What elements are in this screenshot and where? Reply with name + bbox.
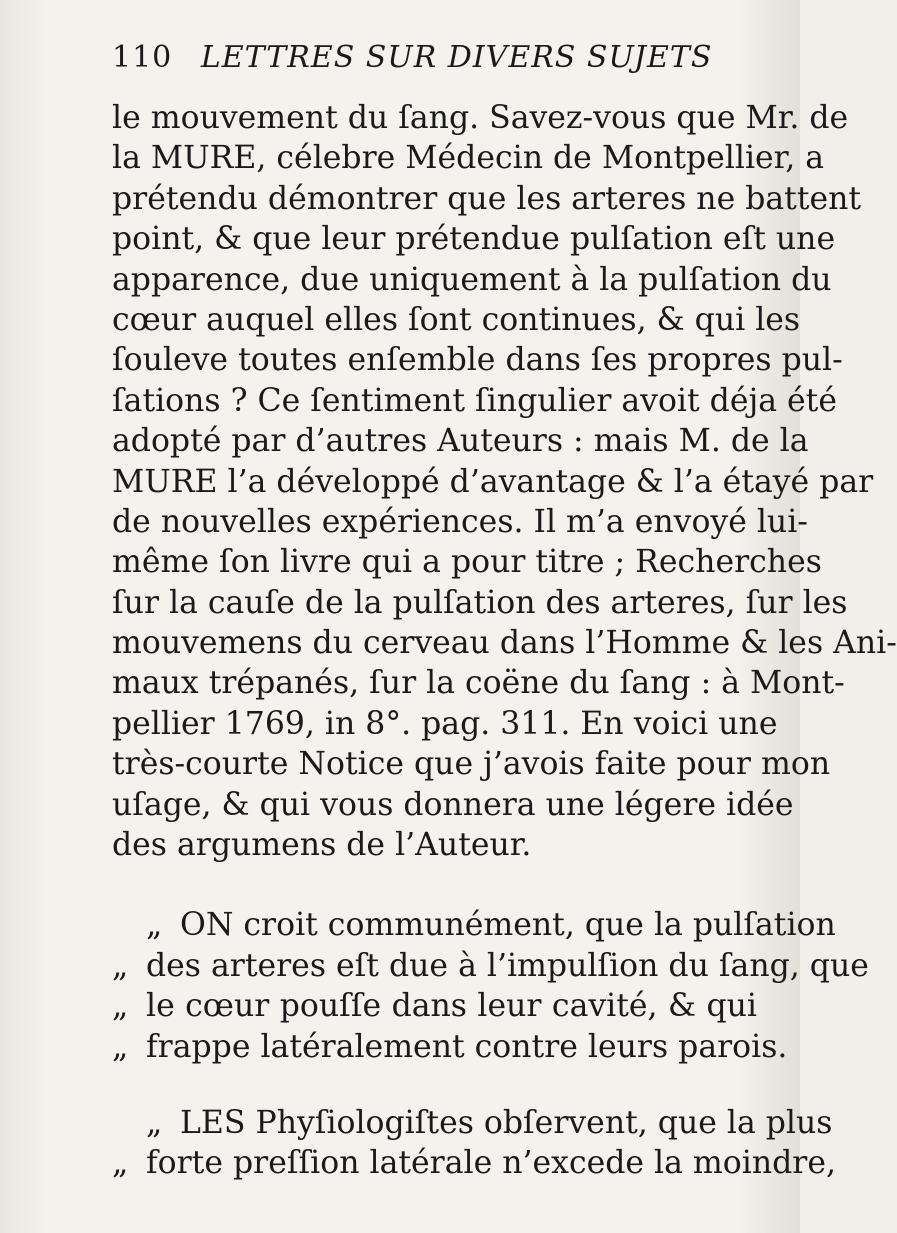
quote-text: ON croit communément, que la pulſation [180, 907, 836, 944]
quote-text: LES Phyſiologiſtes obſervent, que la plus [180, 1104, 833, 1141]
text-line: très-courte Notice que j’avois faite pour mon [112, 746, 831, 783]
quote-paragraph-1 [112, 905, 869, 1067]
text-line: prétendu démontrer que les arteres ne battent [112, 180, 862, 217]
quote-line [112, 946, 869, 986]
quote-text: forte preſſion latérale n’excede la moindre, [146, 1145, 836, 1182]
quote-mark: „ [146, 907, 163, 944]
text-line: cœur auquel elles ſont continues, & qui les [112, 301, 801, 338]
page-body [112, 98, 897, 1184]
quote-line [112, 1027, 788, 1067]
quote-line [112, 1103, 833, 1143]
text-line: mouvemens du cerveau dans l’Homme & les Ani- [112, 625, 897, 662]
paragraph-gap [112, 865, 757, 907]
quote-paragraph-2 [112, 1103, 836, 1184]
quote-mark: „ [146, 1104, 163, 1141]
text-line: des argumens de l’Auteur. [112, 827, 532, 864]
text-line: même ſon livre qui a pour titre ; Recherches [112, 544, 822, 581]
paragraph-main [112, 98, 897, 865]
quote-text: frappe latéralement contre leurs parois. [146, 1028, 788, 1065]
page-header [112, 40, 713, 75]
quote-line [112, 905, 836, 945]
quote-mark: „ [112, 947, 129, 984]
text-line: MURE l’a développé d’avantage & l’a étayé par [112, 463, 874, 500]
text-line: adopté par d’autres Auteurs : mais M. de la [112, 423, 809, 460]
quote-text: le cœur pouſſe dans leur cavité, & qui [146, 988, 757, 1025]
text-line: pellier 1769, in 8°. pag. 311. En voici une [112, 705, 778, 742]
quote-mark: „ [112, 988, 129, 1025]
text-line: de nouvelles expériences. Il m’a envoyé lui- [112, 503, 808, 540]
text-line: ſouleve toutes enſemble dans ſes propres pul- [112, 342, 843, 379]
text-line: ſur la cauſe de la pulſation des arteres, ſur les [112, 584, 848, 621]
quote-mark: „ [112, 1028, 129, 1065]
text-line: le mouvement du ſang. Savez-vous que Mr. de [112, 100, 849, 136]
text-line: maux trépanés, ſur la coëne du ſang : à Mont- [112, 665, 845, 702]
text-line: point, & que leur prétendue pulſation eſt une [112, 221, 836, 258]
text-line: ſations ? Ce ſentiment ſingulier avoit déja été [112, 382, 837, 419]
text-line: apparence, due uniquement à la pulſation du [112, 261, 832, 298]
text-line: la MURE, célebre Médecin de Montpellier, a [112, 140, 825, 177]
quote-mark: „ [112, 1145, 129, 1182]
quote-text: des arteres eſt due à l’impulſion du ſang, que [146, 947, 869, 984]
running-title: LETTRES SUR DIVERS SUJETS [200, 40, 713, 75]
quote-line [112, 986, 757, 1026]
page-number: 110 [112, 40, 173, 75]
text-line: uſage, & qui vous donnera une légere idée [112, 786, 794, 823]
quote-line [112, 1143, 836, 1183]
